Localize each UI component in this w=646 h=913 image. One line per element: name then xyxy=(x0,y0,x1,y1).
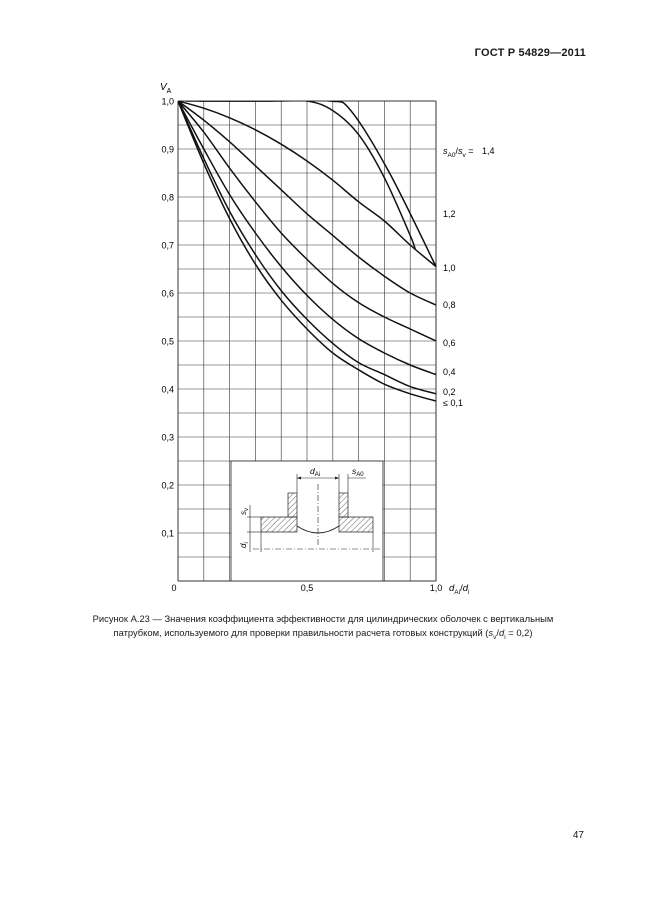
y-tick-label: 0,5 xyxy=(161,336,174,347)
x-tick-label: 1,0 xyxy=(429,583,443,593)
caption-line-1: Рисунок А.23 — Значения коэффициента эффективности для цилиндрических оболочек с вертикальным xyxy=(92,613,554,624)
series-label: 1,4 xyxy=(482,146,495,156)
y-tick-label: 0,6 xyxy=(161,288,174,299)
y-tick-label: 0,7 xyxy=(161,240,174,251)
nozzle-right-wall xyxy=(339,493,348,517)
document-standard-header: ГОСТ Р 54829—2011 xyxy=(474,47,586,59)
y-tick-label: 0,4 xyxy=(161,384,174,395)
y-tick-label: 0,1 xyxy=(161,528,174,539)
nozzle-inset-diagram xyxy=(231,461,383,581)
y-tick-label: 1,0 xyxy=(161,96,174,107)
parameter-label: $s_{A0}/s_v$ = xyxy=(443,146,474,159)
x-tick-label: 0,5 xyxy=(300,583,314,593)
series-labels xyxy=(443,146,495,408)
inset-d-i-label: $d_i$ xyxy=(239,542,250,548)
y-axis-label: $V_A$ xyxy=(160,82,172,95)
shell-left xyxy=(261,517,297,532)
page-number: 47 xyxy=(572,830,584,841)
x-tick-label: 0 xyxy=(171,583,177,593)
series-label: 1,0 xyxy=(443,263,456,273)
series-label: ≤ 0,1 xyxy=(443,398,463,408)
y-tick-label: 0,8 xyxy=(161,192,174,203)
y-tick-label: 0,3 xyxy=(161,432,174,443)
figure-caption xyxy=(60,612,586,645)
inset-s-a0-label: $s_{A0}$ xyxy=(352,466,364,478)
y-tick-label: 0,2 xyxy=(161,480,174,491)
series-label: 0,4 xyxy=(443,367,456,377)
series-label: 0,2 xyxy=(443,387,456,397)
shell-right xyxy=(339,517,373,532)
series-label: 1,2 xyxy=(443,209,456,219)
inset-s-v-label: $s_v$ xyxy=(239,508,250,515)
inset-d-ai-label: $d_{Ai}$ xyxy=(310,466,321,478)
series-label: 0,8 xyxy=(443,300,456,310)
nozzle-left-wall xyxy=(288,493,297,517)
y-tick-label: 0,9 xyxy=(161,144,174,155)
x-axis-label: $d_{Ai}/d_i$ xyxy=(449,583,470,596)
series-label: 0,6 xyxy=(443,338,456,348)
series-line xyxy=(186,100,416,250)
caption-line-2: патрубком, используемого для проверки правильности расчета готовых конструкций $(s_v/d_i = 0,2)$ xyxy=(113,627,533,641)
